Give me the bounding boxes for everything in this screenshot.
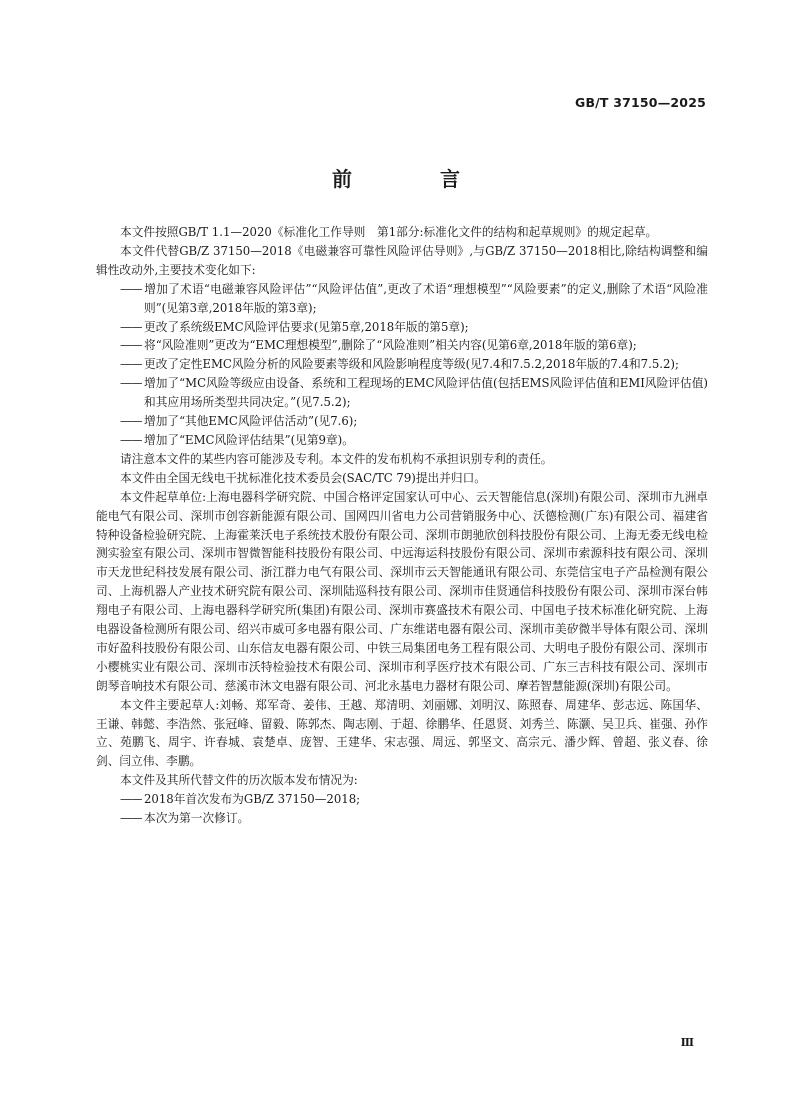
change-item: [96, 355, 708, 374]
document-body: [96, 223, 708, 828]
history-item: [96, 790, 708, 809]
history-item-text: 2018年首次发布为GB/Z 37150—2018;: [144, 792, 361, 807]
dash-marker: [120, 355, 144, 374]
history-item: [96, 809, 708, 828]
change-item-text: 更改了定性EMC风险分析的风险要素等级和风险影响程度等级(见7.4和7.5.2,2018年版的7.4和7.5.2);: [144, 357, 679, 372]
dash-marker: [120, 280, 144, 299]
dash-marker: [120, 790, 144, 809]
change-item: [96, 280, 708, 318]
page-title: 前 言: [332, 167, 494, 191]
proposer-paragraph: 本文件由全国无线电干扰标准化技术委员会(SAC/TC 79)提出并归口。: [120, 470, 486, 485]
change-item-text: 增加了“其他EMC风险评估活动”(见7.6);: [144, 414, 358, 429]
drafting-units-paragraph: 本文件起草单位:上海电器科学研究院、中国合格评定国家认可中心、云天智能信息(深圳)有限公司、深圳市九洲卓能电气有限公司、深圳市创容新能源有限公司、国网四川省电力公司营销服务中心、沃德检测(广东)有限公司、福建省特种设备检验研究院、上海霍莱沃电子系统技术股份有限公司、深圳市朗驰欣创科技股份有限公司、上海无委无线电检测实验室有限公司、深圳市智微智能科技股份有限公司、中远海运科技股份有限公司、深圳市索源科技有限公司、深圳市天龙世纪科技发展有限公司、浙江群力电气有限公司、深圳市云天智能通讯有限公司、东莞信宝电子产品检测有限公司、上海机器人产业技术研究院有限公司、深圳陆巡科技有限公司、深圳市佳贤通信科技股份有限公司、深圳市深台帏翔电子有限公司、上海电器科学研究所(集团)有限公司、深圳市赛盛技术有限公司、中国电子技术标准化研究院、上海电器设备检测所有限公司、绍兴市威可多电器有限公司、广东维诺电器有限公司、深圳市美矽微半导体有限公司、深圳市好盈科技股份有限公司、山东信友电器有限公司、中铁三局集团电务工程有限公司、大明电子股份有限公司、深圳市小樱桃实业有限公司、深圳市沃特检验技术有限公司、深圳市利孚医疗技术有限公司、广东三吉科技有限公司、深圳市朗琴音响技术有限公司、慈溪市沐文电器有限公司、河北永基电力器材有限公司、摩若智慧能源(深圳)有限公司。: [96, 489, 708, 693]
change-item: [96, 431, 708, 450]
change-item-text: 更改了系统级EMC风险评估要求(见第5章,2018年版的第5章);: [144, 319, 469, 334]
history-intro: 本文件及其所代替文件的历次版本发布情况为:: [120, 773, 358, 788]
change-item: [96, 374, 708, 412]
change-item: [96, 412, 708, 431]
change-item-text: 增加了“MC风险等级应由设备、系统和工程现场的EMC风险评估值(包括EMS风险评估值和EMI风险评估值)和其应用场所类型共同决定。”(见7.5.2);: [144, 376, 708, 410]
history-item-text: 本次为第一次修订。: [144, 811, 250, 826]
patent-notice: 请注意本文件的某些内容可能涉及专利。本文件的发布机构不承担识别专利的责任。: [120, 451, 553, 466]
page-number: Ⅲ: [680, 1036, 694, 1049]
dash-marker: [120, 431, 144, 450]
change-item-text: 增加了术语“电磁兼容风险评估”“风险评估值”,更改了术语“理想模型”“风险要素”的定义,删除了术语“风险准则”(见第3章,2018年版的第3章);: [144, 281, 708, 315]
dash-marker: [120, 336, 144, 355]
dash-marker: [120, 318, 144, 337]
change-item: [96, 318, 708, 337]
replacement-paragraph: 本文件代替GB/Z 37150—2018《电磁兼容可靠性风险评估导则》,与GB/Z 37150—2018相比,除结构调整和编辑性改动外,主要技术变化如下:: [96, 243, 708, 277]
change-item-text: 将“风险准则”更改为“EMC理想模型”,删除了“风险准则”相关内容(见第6章,2018年版的第6章);: [144, 338, 637, 353]
standard-number: GB/T 37150—2025: [574, 95, 706, 110]
drafting-rule-paragraph: 本文件按照GB/T 1.1—2020《标准化工作导则 第1部分:标准化文件的结构和起草规则》的规定起草。: [120, 225, 658, 239]
dash-marker: [120, 374, 144, 393]
change-item: [96, 336, 708, 355]
dash-marker: [120, 809, 144, 828]
drafters-paragraph: 本文件主要起草人:刘畅、郑军奇、姜伟、王越、郑清明、刘丽娜、刘明汉、陈照春、周建华、彭志远、陈国华、王谦、韩懿、李浩然、张冠峰、留毅、陈郭杰、陶志刚、于超、徐鹏华、任恩贤、刘秀兰、陈灏、吴卫兵、崔强、孙作立、苑鹏飞、周宇、许春城、袁楚卓、庞智、王建华、宋志强、周远、郭坚文、高宗元、潘少辉、曾超、张义春、徐剑、闫立伟、李鹏。: [96, 697, 708, 769]
change-item-text: 增加了“EMC风险评估结果”(见第9章)。: [144, 432, 354, 447]
dash-marker: [120, 412, 144, 431]
